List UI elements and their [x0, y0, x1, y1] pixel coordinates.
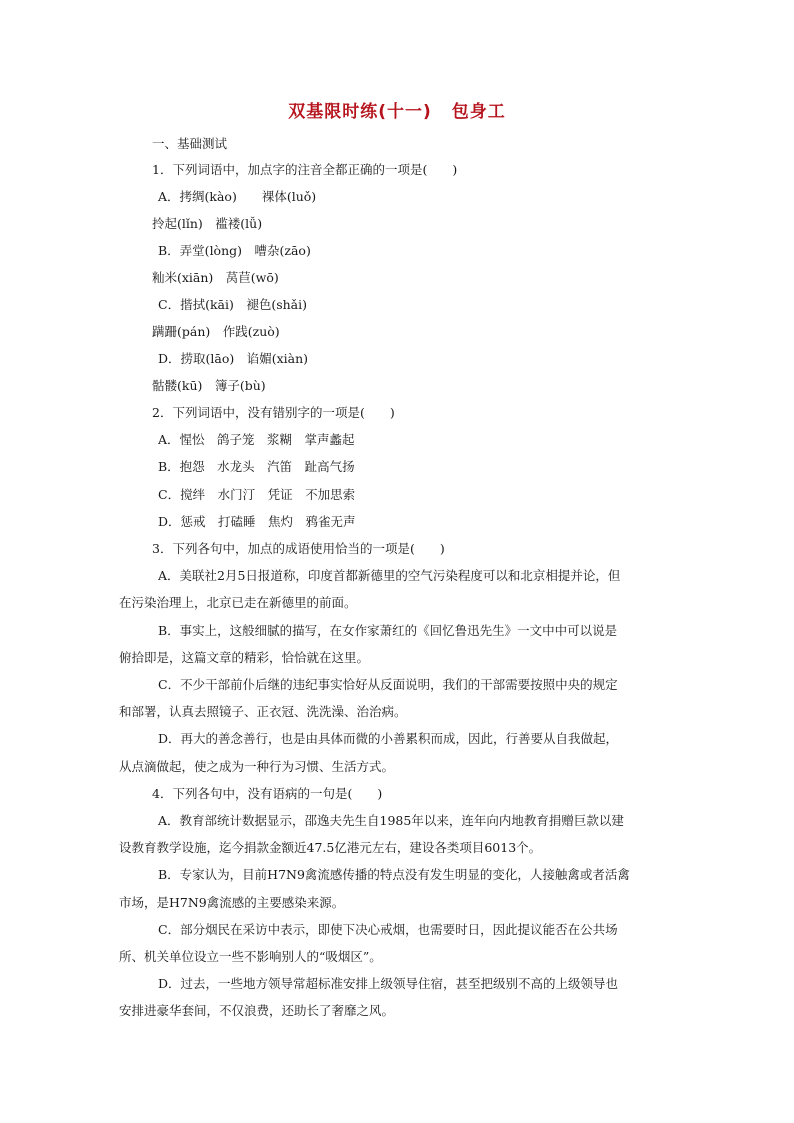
q4-option-c-line2: 所、机关单位设立一些不影响别人的“吸烟区”。 [119, 949, 382, 964]
page-title [0, 97, 794, 122]
q3-option-a-line1: A．美联社2月5日报道称，印度首都新德里的空气污染程度可以和北京相提并论，但 [158, 568, 621, 583]
q3-option-b-line1: B．事实上，这般细腻的描写，在女作家萧红的《回忆鲁迅先生》一文中中可以说是 [158, 623, 618, 638]
q4-option-d-line1: D．过去，一些地方领导常超标准安排上级领导住宿，甚至把级别不高的上级领导也 [158, 976, 619, 991]
q1-option-a-line2: 拎起(lǐn) 褴褛(lǚ) [152, 216, 263, 231]
q3-option-a-line2: 在污染治理上，北京已走在新德里的前面。 [119, 595, 357, 610]
q1-option-d-line2: 骷髅(kū) 簿子(bù) [152, 378, 266, 393]
q4-option-b-line1: B．专家认为，目前H7N9禽流感传播的特点没有发生明显的变化，人接触禽或者活禽 [158, 867, 630, 882]
q3-option-d-line2: 从点滴做起，使之成为一种行为习惯、生活方式。 [119, 759, 395, 774]
q1-option-c-line2: 蹒跚(pán) 作践(zuò) [152, 324, 280, 339]
q2-option-a: A．惺忪 鸽子笼 浆糊 掌声蠡起 [158, 432, 355, 447]
q1-option-c-line1: C．揩拭(kāi) 褪色(shǎi) [158, 297, 308, 312]
title-sub: 包身工 [451, 102, 506, 122]
q4-option-a-line1: A．教育部统计数据显示，邵逸夫先生自1985年以来，连年向内地教育捐赠巨款以建 [158, 813, 624, 828]
q3-option-c-line1: C．不少干部前仆后继的违纪事实恰好从反面说明，我们的干部需要按照中央的规定 [158, 677, 618, 692]
q2-option-b: B．抱怨 水龙头 汽笛 趾高气扬 [158, 459, 355, 474]
q1-option-a-line1: A．拷绸(kào) 裸体(luǒ) [158, 189, 317, 204]
q2-option-d: D．惩戒 打磕睡 焦灼 鸦雀无声 [158, 514, 356, 529]
q3-stem: 3．下列各句中，加点的成语使用恰当的一项是( ) [152, 541, 445, 556]
q3-option-d-line1: D．再大的善念善行，也是由具体而微的小善累积而成，因此，行善要从自我做起， [158, 731, 619, 746]
q1-option-b-line1: B．弄堂(lòng) 嘈杂(zāo) [158, 243, 311, 258]
q4-option-a-line2: 设教育教学设施，迄今捐款金额近47.5亿港元左右，建设各类项目6013个。 [119, 840, 542, 855]
q1-option-b-line2: 籼米(xiān) 莴苣(wō) [152, 270, 279, 285]
q4-option-c-line1: C．部分烟民在采访中表示，即使下决心戒烟，也需要时日，因此提议能否在公共场 [158, 922, 618, 937]
q1-option-d-line1: D．捞取(lāo) 谄媚(xiàn) [158, 351, 309, 366]
q3-option-c-line2: 和部署，认真去照镜子、正衣冠、洗洗澡、治治病。 [119, 704, 407, 719]
q4-option-b-line2: 市场，是H7N9禽流感的主要感染来源。 [119, 895, 345, 910]
q2-stem: 2．下列词语中，没有错别字的一项是( ) [152, 405, 395, 420]
q3-option-b-line2: 俯拾即是，这篇文章的精彩，恰恰就在这里。 [119, 650, 370, 665]
q2-option-c: C．搅绊 水门汀 凭证 不加思索 [158, 487, 356, 502]
q1-stem: 1．下列词语中，加点字的注音全都正确的一项是( ) [152, 162, 458, 177]
section-heading: 一、基础测试 [152, 136, 228, 151]
title-main: 双基限时练(十一) [288, 102, 432, 122]
q4-stem: 4．下列各句中，没有语病的一句是( ) [152, 786, 383, 801]
q4-option-d-line2: 安排进豪华套间，不仅浪费，还助长了奢靡之风。 [119, 1003, 395, 1018]
